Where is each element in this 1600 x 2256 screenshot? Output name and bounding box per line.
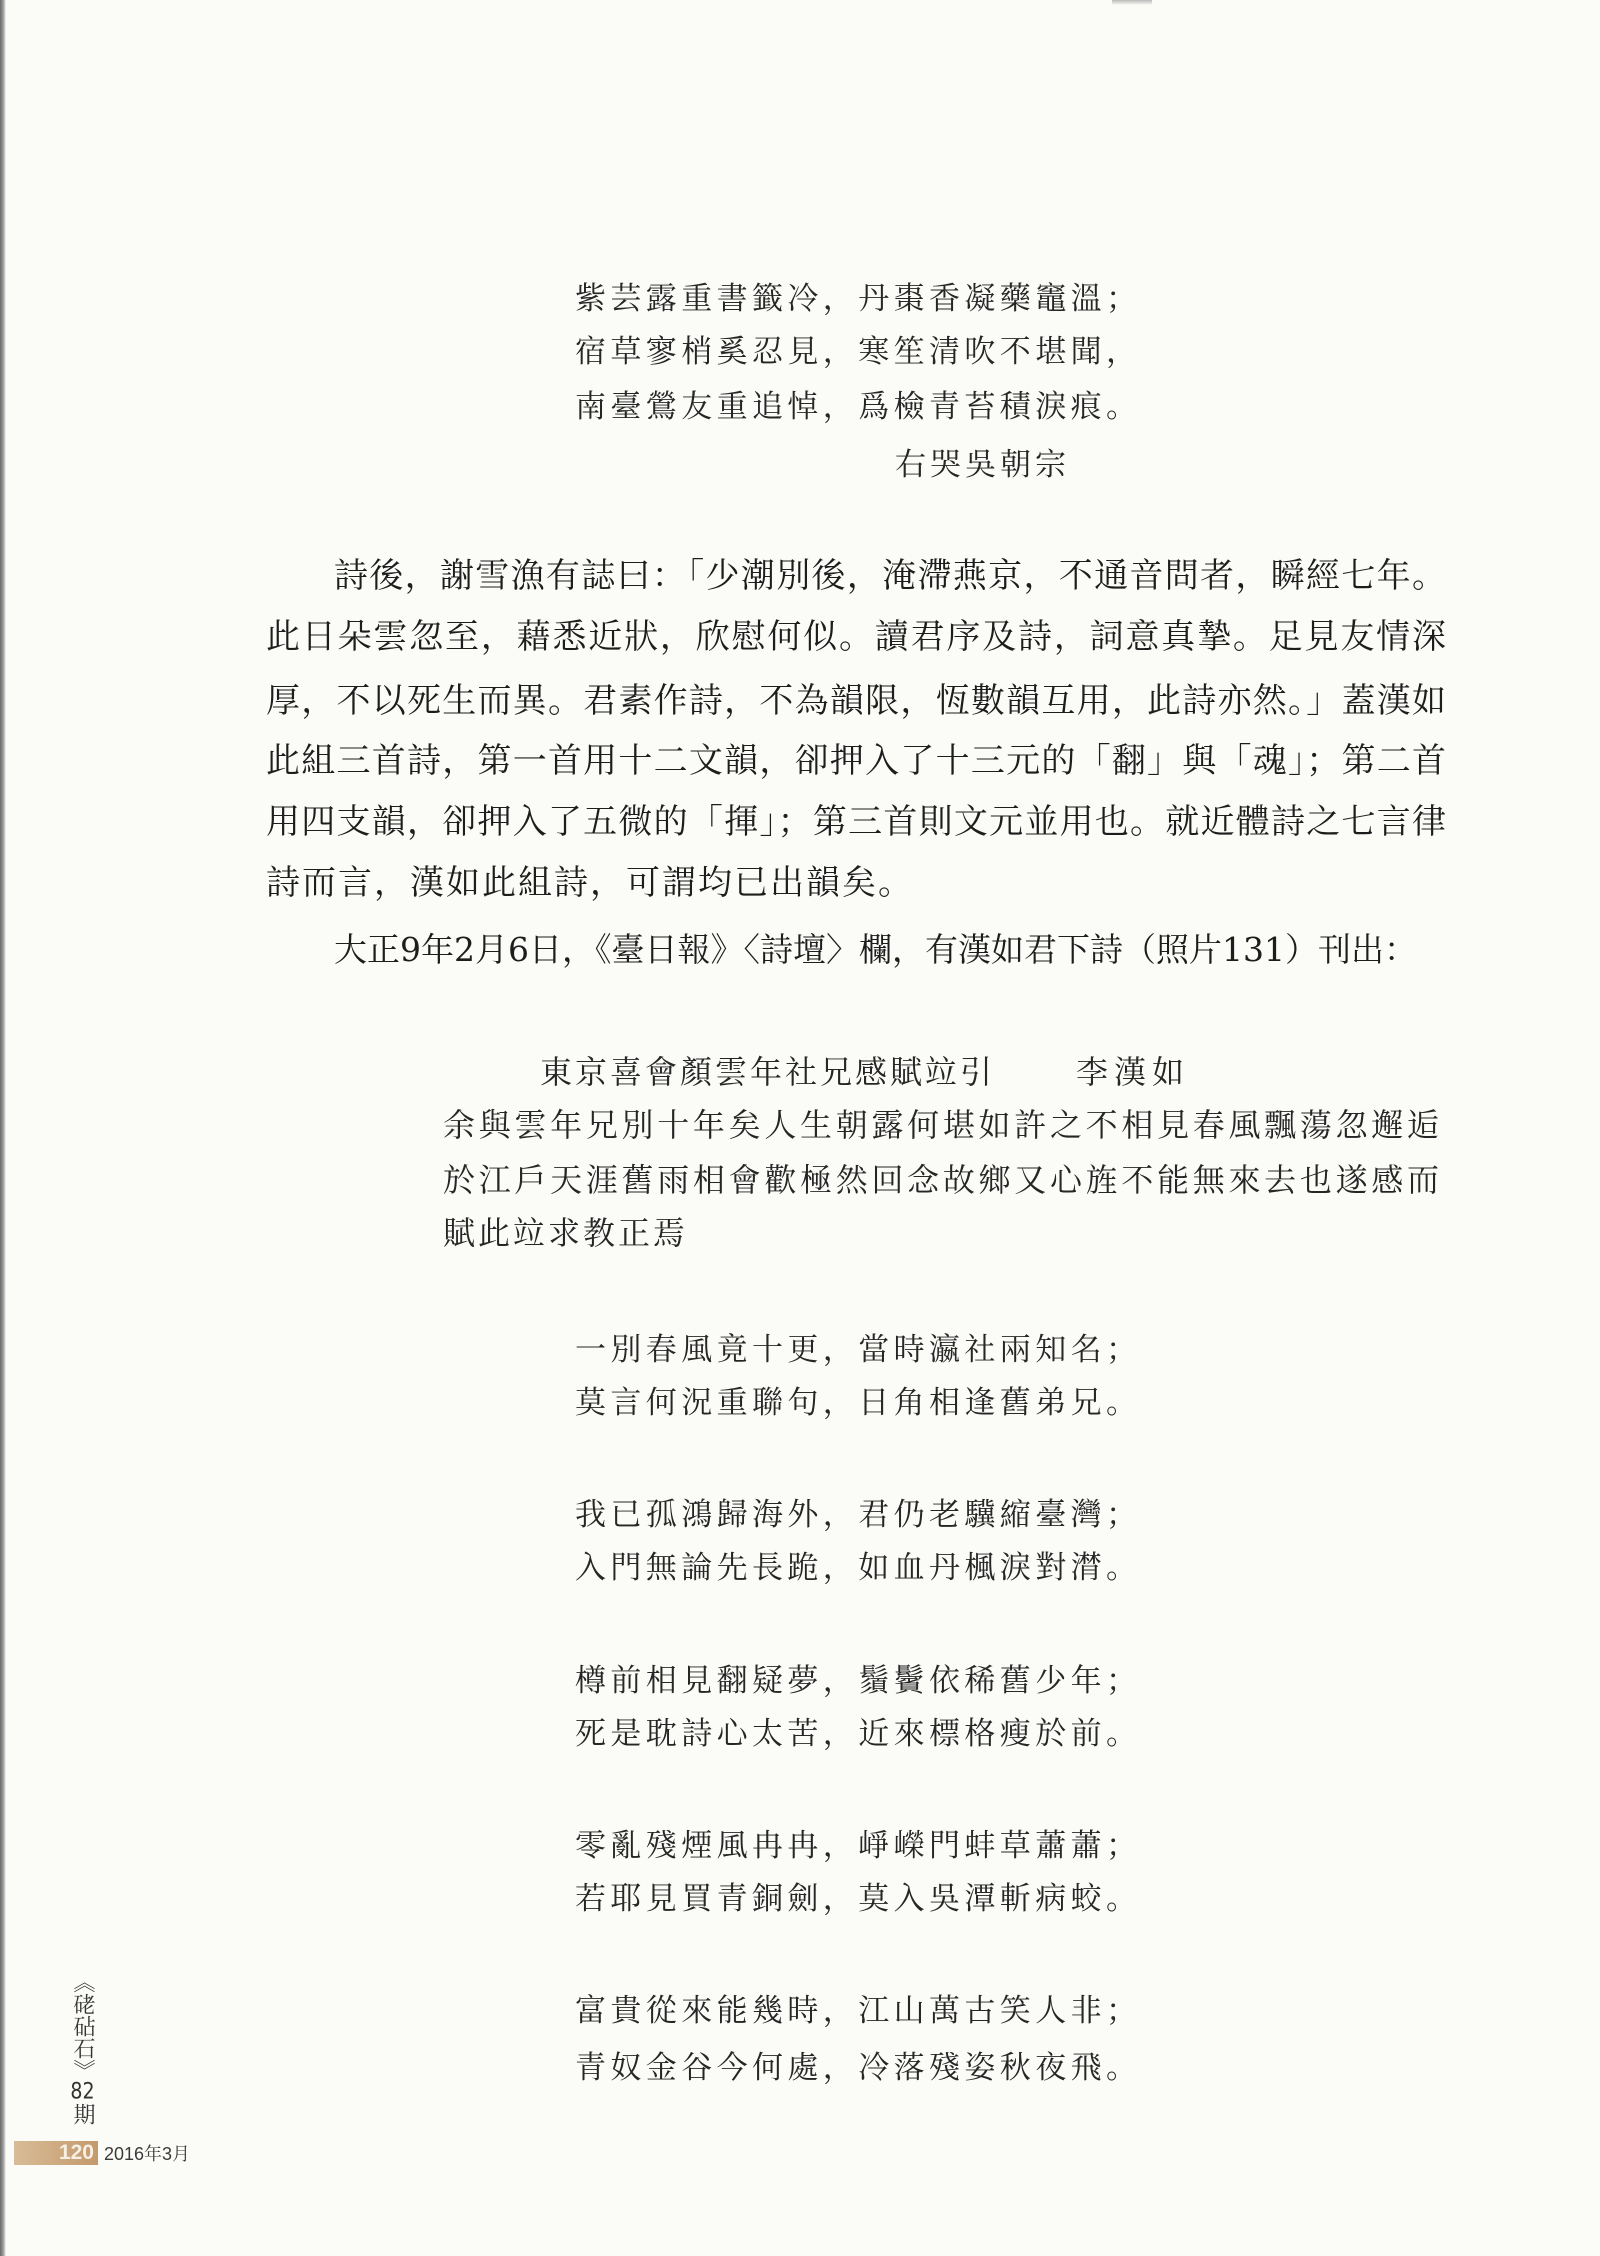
commentary-line: 大正9年2月6日，《臺日報》〈詩壇〉欄，有漢如君下詩（照片131）刊出： bbox=[334, 930, 1417, 969]
stanza-line: 入門無論先長跪，如血丹楓淚對潸。 bbox=[575, 1550, 1137, 1586]
page-number: 120 bbox=[14, 2141, 98, 2165]
poem-author: 李漢如 bbox=[1076, 1053, 1191, 1091]
issue-number: 82 bbox=[70, 2081, 95, 2103]
poem-preface-line: 於江戶天涯舊雨相會歡極然回念故鄉又心旌不能無來去也遂感而 bbox=[443, 1161, 1439, 1199]
scan-edge-shadow bbox=[0, 0, 6, 2256]
commentary-line: 詩而言，漢如此組詩，可謂均已出韻矣。 bbox=[266, 863, 914, 903]
mourning-poem-line: 紫芸露重書籤冷，丹棗香凝藥竈溫； bbox=[575, 281, 1137, 317]
journal-name: 《硓砧石》 bbox=[70, 1971, 95, 2081]
stanza-line: 我已孤鴻歸海外，君仍老驥縮臺灣； bbox=[575, 1497, 1137, 1533]
commentary-line: 此組三首詩，第一首用十二文韻，卻押入了十三元的「翻」與「魂」；第二首 bbox=[266, 741, 1446, 781]
mourning-poem-attribution: 右哭吳朝宗 bbox=[895, 447, 1070, 483]
stanza-line: 一別春風竟十更，當時瀛社兩知名； bbox=[575, 1332, 1137, 1368]
stanza-line: 青奴金谷今何處，冷落殘姿秋夜飛。 bbox=[575, 2050, 1137, 2086]
mourning-poem-line: 南臺鶯友重追悼，爲檢青苔積淚痕。 bbox=[575, 389, 1137, 425]
poem-preface-line: 賦此竝求教正焉 bbox=[443, 1214, 689, 1252]
poem-title: 東京喜會顏雲年社兄感賦竝引 bbox=[540, 1053, 996, 1091]
stanza-line: 莫言何況重聯句，日角相逢舊弟兄。 bbox=[575, 1385, 1137, 1421]
stanza-line: 富貴從來能幾時，江山萬古笑人非； bbox=[575, 1993, 1137, 2029]
stanza-line: 零亂殘煙風冉冉，崢嶸門蚌草蕭蕭； bbox=[575, 1828, 1137, 1864]
scan-artifact bbox=[1112, 0, 1152, 5]
stanza-line: 樽前相見翻疑夢，鬚鬢依稀舊少年； bbox=[575, 1663, 1137, 1699]
commentary-line: 厚，不以死生而異。君素作詩，不為韻限，恆數韻互用，此詩亦然。」蓋漢如 bbox=[266, 681, 1446, 721]
stanza-line: 死是耽詩心太苦，近來標格瘦於前。 bbox=[575, 1716, 1137, 1752]
issue-date: 2016年3月 bbox=[104, 2144, 191, 2164]
commentary-line: 用四支韻，卻押入了五微的「揮」；第三首則文元並用也。就近體詩之七言律 bbox=[266, 802, 1446, 842]
mourning-poem-line: 宿草寥梢奚忍見，寒笙清吹不堪聞， bbox=[575, 334, 1137, 370]
commentary-line: 此日朵雲忽至，藉悉近狀，欣慰何似。讀君序及詩，詞意真摯。足見友情深 bbox=[266, 617, 1446, 657]
journal-issue-label bbox=[70, 1971, 94, 2125]
issue-suffix: 期 bbox=[70, 2103, 95, 2125]
poem-preface-line: 余與雲年兄別十年矣人生朝露何堪如許之不相見春風飄蕩忽邂逅 bbox=[443, 1106, 1439, 1144]
commentary-line: 詩後，謝雪漁有誌曰：「少潮別後，淹滯燕京，不通音問者，瞬經七年。 bbox=[334, 556, 1446, 596]
stanza-line: 若耶見買青銅劍，莫入吳潭斬病蛟。 bbox=[575, 1881, 1137, 1917]
